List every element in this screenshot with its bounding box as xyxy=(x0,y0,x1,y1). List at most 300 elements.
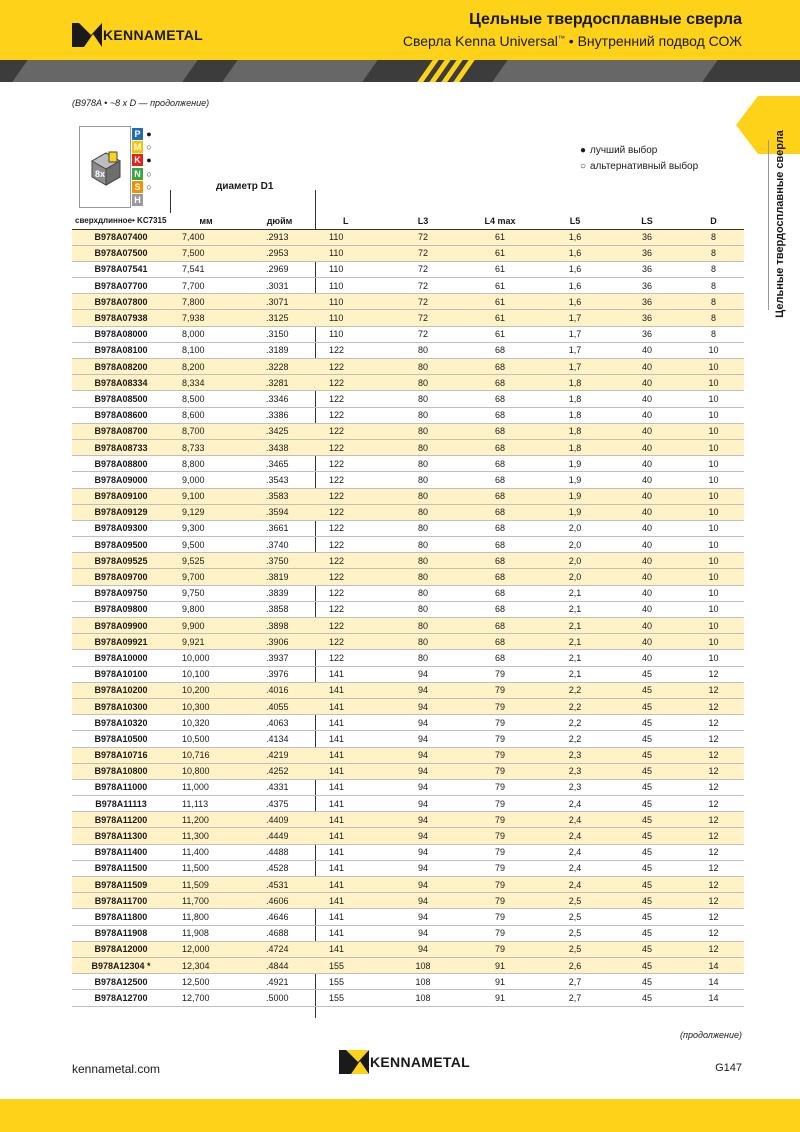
table-cell: 10 xyxy=(683,439,744,455)
table-cell: 11,509 xyxy=(170,877,242,893)
table-cell: 94 xyxy=(385,925,461,941)
table-cell: 94 xyxy=(385,747,461,763)
catalog-number: B978A11500 xyxy=(72,860,170,876)
table-cell: .3839 xyxy=(242,585,317,601)
table-cell: 45 xyxy=(611,860,683,876)
table-cell: 94 xyxy=(385,796,461,812)
table-cell: 45 xyxy=(611,796,683,812)
table-cell: 9,525 xyxy=(170,553,242,569)
icon-label: 8x xyxy=(95,169,106,179)
table-cell: 72 xyxy=(385,278,461,294)
catalog-number: B978A12304 * xyxy=(72,957,170,973)
table-cell: 122 xyxy=(317,537,385,553)
catalog-number: B978A12500 xyxy=(72,974,170,990)
table-cell: .4409 xyxy=(242,812,317,828)
table-cell: 1,6 xyxy=(539,261,611,277)
table-cell: 2,4 xyxy=(539,877,611,893)
table-cell: 9,100 xyxy=(170,488,242,504)
table-cell: 72 xyxy=(385,294,461,310)
table-cell: 79 xyxy=(461,747,539,763)
table-cell: 80 xyxy=(385,342,461,358)
table-cell: .3228 xyxy=(242,359,317,375)
col-header-ls: LS xyxy=(611,213,683,229)
table-cell: .3740 xyxy=(242,537,317,553)
table-cell: 40 xyxy=(611,601,683,617)
table-cell: 141 xyxy=(317,698,385,714)
table-cell: 1,9 xyxy=(539,504,611,520)
material-letter: K xyxy=(132,154,143,166)
table-cell: 11,908 xyxy=(170,925,242,941)
kennametal-k-icon xyxy=(339,1050,369,1074)
table-cell: 80 xyxy=(385,439,461,455)
header-stripe xyxy=(0,60,800,82)
table-cell: 12 xyxy=(683,812,744,828)
table-cell: 94 xyxy=(385,877,461,893)
table-cell: 8 xyxy=(683,326,744,342)
table-cell: 8 xyxy=(683,310,744,326)
table-cell: 72 xyxy=(385,229,461,245)
table-cell: 10 xyxy=(683,569,744,585)
table-cell: 40 xyxy=(611,391,683,407)
table-cell: 8,100 xyxy=(170,342,242,358)
table-cell: 45 xyxy=(611,666,683,682)
table-cell: 2,1 xyxy=(539,585,611,601)
table-cell: 2,5 xyxy=(539,941,611,957)
table-cell: 122 xyxy=(317,472,385,488)
table-cell: 2,0 xyxy=(539,553,611,569)
table-row xyxy=(72,990,744,1006)
table-cell: 68 xyxy=(461,601,539,617)
table-cell: 10,500 xyxy=(170,731,242,747)
table-cell: 1,6 xyxy=(539,229,611,245)
table-row xyxy=(72,245,744,261)
table-cell: 10 xyxy=(683,488,744,504)
table-cell: 45 xyxy=(611,828,683,844)
table-cell: 61 xyxy=(461,245,539,261)
table-cell: .3125 xyxy=(242,310,317,326)
table-cell: 68 xyxy=(461,456,539,472)
table-cell: 7,541 xyxy=(170,261,242,277)
table-cell: 1,9 xyxy=(539,488,611,504)
table-row xyxy=(72,537,744,553)
table-cell: 141 xyxy=(317,763,385,779)
table-cell: 94 xyxy=(385,893,461,909)
table-row xyxy=(72,439,744,455)
table-row xyxy=(72,650,744,666)
table-cell: .4606 xyxy=(242,893,317,909)
table-cell: 12 xyxy=(683,731,744,747)
table-cell: .3281 xyxy=(242,375,317,391)
table-cell: .2913 xyxy=(242,229,317,245)
table-cell: 9,129 xyxy=(170,504,242,520)
table-cell: 79 xyxy=(461,877,539,893)
material-rating: ○ xyxy=(146,181,152,192)
col-header-inch: дюйм xyxy=(242,213,317,229)
table-cell: 40 xyxy=(611,407,683,423)
table-cell: 80 xyxy=(385,391,461,407)
table-cell: 12 xyxy=(683,941,744,957)
table-cell: 10 xyxy=(683,423,744,439)
catalog-number: B978A11400 xyxy=(72,844,170,860)
table-cell: .4449 xyxy=(242,828,317,844)
col-header-d: D xyxy=(683,213,744,229)
table-cell: 122 xyxy=(317,359,385,375)
table-row xyxy=(72,472,744,488)
table-cell: 141 xyxy=(317,860,385,876)
table-cell: 68 xyxy=(461,342,539,358)
table-cell: 68 xyxy=(461,439,539,455)
catalog-number: B978A11000 xyxy=(72,779,170,795)
catalog-number: B978A10320 xyxy=(72,715,170,731)
table-cell: 45 xyxy=(611,957,683,973)
table-cell: 2,7 xyxy=(539,974,611,990)
catalog-number: B978A08700 xyxy=(72,423,170,439)
catalog-number: B978A07938 xyxy=(72,310,170,326)
table-row xyxy=(72,779,744,795)
table-cell: 80 xyxy=(385,569,461,585)
table-cell: 45 xyxy=(611,715,683,731)
table-cell: 45 xyxy=(611,844,683,860)
table-cell: 2,0 xyxy=(539,537,611,553)
table-cell: 94 xyxy=(385,779,461,795)
catalog-number: B978A09300 xyxy=(72,520,170,536)
table-cell: 36 xyxy=(611,229,683,245)
table-row xyxy=(72,812,744,828)
table-cell: 68 xyxy=(461,553,539,569)
table-cell: 11,200 xyxy=(170,812,242,828)
table-cell: 80 xyxy=(385,650,461,666)
table-cell: 8 xyxy=(683,278,744,294)
table-row xyxy=(72,229,744,245)
col-header-catalog: сверхдлинное• KC7315 xyxy=(72,213,170,229)
material-letter: S xyxy=(132,181,143,193)
page-title: Цельные твердосплавные сверла xyxy=(469,11,742,28)
chevron-left-icon xyxy=(736,96,758,154)
catalog-number: B978A09500 xyxy=(72,537,170,553)
table-cell: 79 xyxy=(461,828,539,844)
table-cell: .3438 xyxy=(242,439,317,455)
trademark: ™ xyxy=(557,35,565,43)
table-cell: 122 xyxy=(317,375,385,391)
table-header-row xyxy=(72,213,744,229)
table-cell: 12 xyxy=(683,828,744,844)
table-cell: 2,5 xyxy=(539,909,611,925)
catalog-number: B978A12000 xyxy=(72,941,170,957)
catalog-number: B978A11908 xyxy=(72,925,170,941)
table-cell: 40 xyxy=(611,504,683,520)
catalog-number: B978A10716 xyxy=(72,747,170,763)
catalog-number: B978A07400 xyxy=(72,229,170,245)
table-row xyxy=(72,844,744,860)
table-cell: .4055 xyxy=(242,698,317,714)
table-cell: 91 xyxy=(461,957,539,973)
table-cell: 2,3 xyxy=(539,763,611,779)
catalog-number: B978A07700 xyxy=(72,278,170,294)
table-cell: .3661 xyxy=(242,520,317,536)
table-cell: 11,113 xyxy=(170,796,242,812)
table-cell: 79 xyxy=(461,698,539,714)
table-row xyxy=(72,261,744,277)
table-cell: 68 xyxy=(461,423,539,439)
table-cell: 10 xyxy=(683,618,744,634)
table-cell: 9,900 xyxy=(170,618,242,634)
table-cell: 10,200 xyxy=(170,682,242,698)
table-cell: 12 xyxy=(683,779,744,795)
table-cell: 40 xyxy=(611,342,683,358)
table-cell: 45 xyxy=(611,731,683,747)
table-cell: 10 xyxy=(683,601,744,617)
table-cell: 94 xyxy=(385,812,461,828)
footer-bar xyxy=(0,1099,800,1132)
catalog-number: B978A09525 xyxy=(72,553,170,569)
table-cell: .4134 xyxy=(242,731,317,747)
table-cell: 9,300 xyxy=(170,520,242,536)
table-cell: .3031 xyxy=(242,278,317,294)
table-row xyxy=(72,715,744,731)
table-cell: .3819 xyxy=(242,569,317,585)
table-cell: 94 xyxy=(385,731,461,747)
table-cell: .4016 xyxy=(242,682,317,698)
continuation-note: (B978A • ~8 x D — продолжение) xyxy=(72,98,210,108)
catalog-number: B978A09900 xyxy=(72,618,170,634)
table-cell: 61 xyxy=(461,310,539,326)
table-cell: 79 xyxy=(461,796,539,812)
table-cell: 94 xyxy=(385,666,461,682)
table-cell: 40 xyxy=(611,488,683,504)
table-cell: 122 xyxy=(317,634,385,650)
legend-alt xyxy=(580,159,698,175)
material-rating: ○ xyxy=(146,141,152,152)
material-letter: P xyxy=(132,128,143,140)
table-cell: 12 xyxy=(683,925,744,941)
table-row xyxy=(72,682,744,698)
table-cell: .3906 xyxy=(242,634,317,650)
table-row xyxy=(72,569,744,585)
table-cell: 2,2 xyxy=(539,731,611,747)
table-cell: 2,1 xyxy=(539,618,611,634)
table-cell: 2,2 xyxy=(539,715,611,731)
table-cell: 10 xyxy=(683,472,744,488)
table-cell: 110 xyxy=(317,245,385,261)
table-cell: 68 xyxy=(461,537,539,553)
table-cell: 122 xyxy=(317,650,385,666)
table-cell: 122 xyxy=(317,569,385,585)
catalog-number: B978A09000 xyxy=(72,472,170,488)
table-cell: 2,5 xyxy=(539,925,611,941)
table-cell: 72 xyxy=(385,310,461,326)
catalog-number: B978A10800 xyxy=(72,763,170,779)
table-cell: 68 xyxy=(461,391,539,407)
side-divider xyxy=(768,140,769,310)
table-cell: 68 xyxy=(461,634,539,650)
legend-best-text: лучший выбор xyxy=(590,145,658,156)
table-row xyxy=(72,618,744,634)
table-cell: 79 xyxy=(461,763,539,779)
table-cell: 40 xyxy=(611,650,683,666)
kennametal-k-icon xyxy=(72,23,102,47)
table-cell: 10 xyxy=(683,650,744,666)
table-body xyxy=(72,229,744,1006)
drill-spec-table xyxy=(72,213,744,1007)
table-cell: 2,2 xyxy=(539,698,611,714)
table-cell: 14 xyxy=(683,957,744,973)
table-cell: .3750 xyxy=(242,553,317,569)
table-row xyxy=(72,278,744,294)
table-cell: 8,200 xyxy=(170,359,242,375)
table-cell: 2,3 xyxy=(539,747,611,763)
table-row xyxy=(72,375,744,391)
page-number: G147 xyxy=(715,1062,742,1074)
table-cell: 45 xyxy=(611,779,683,795)
table-cell: 80 xyxy=(385,553,461,569)
material-rating: ● xyxy=(146,128,152,139)
table-row xyxy=(72,828,744,844)
table-cell: 79 xyxy=(461,941,539,957)
table-cell: 91 xyxy=(461,974,539,990)
table-row xyxy=(72,310,744,326)
material-groups xyxy=(132,127,155,207)
table-cell: 2,0 xyxy=(539,569,611,585)
table-cell: 12 xyxy=(683,682,744,698)
table-cell: 10 xyxy=(683,375,744,391)
table-cell: .4252 xyxy=(242,763,317,779)
table-cell: 11,000 xyxy=(170,779,242,795)
table-cell: 2,1 xyxy=(539,650,611,666)
table-cell: 79 xyxy=(461,666,539,682)
catalog-number: B978A10200 xyxy=(72,682,170,698)
catalog-number: B978A09129 xyxy=(72,504,170,520)
table-cell: 14 xyxy=(683,974,744,990)
table-cell: .4688 xyxy=(242,925,317,941)
table-cell: 68 xyxy=(461,488,539,504)
catalog-number: B978A08600 xyxy=(72,407,170,423)
table-cell: 40 xyxy=(611,520,683,536)
table-cell: 40 xyxy=(611,456,683,472)
footer-url[interactable]: kennametal.com xyxy=(72,1062,161,1076)
table-cell: 110 xyxy=(317,278,385,294)
table-cell: .3858 xyxy=(242,601,317,617)
subtitle-pre: Сверла Kenna Universal xyxy=(402,33,558,49)
table-cell: .3898 xyxy=(242,618,317,634)
table-cell: 8,600 xyxy=(170,407,242,423)
table-cell: 8 xyxy=(683,261,744,277)
material-letter: M xyxy=(133,141,142,152)
table-cell: 45 xyxy=(611,941,683,957)
table-cell: 155 xyxy=(317,957,385,973)
table-cell: 10,300 xyxy=(170,698,242,714)
table-cell: 94 xyxy=(385,860,461,876)
table-cell: 141 xyxy=(317,731,385,747)
table-cell: .4331 xyxy=(242,779,317,795)
table-cell: .4488 xyxy=(242,844,317,860)
table-cell: 80 xyxy=(385,618,461,634)
table-cell: 80 xyxy=(385,520,461,536)
table-cell: 8 xyxy=(683,229,744,245)
table-cell: 12,500 xyxy=(170,974,242,990)
catalog-divider xyxy=(170,190,171,213)
table-cell: 122 xyxy=(317,553,385,569)
subtitle-post: • Внутренний подвод СОЖ xyxy=(564,33,742,49)
catalog-number: B978A08334 xyxy=(72,375,170,391)
col-header-l5: L5 xyxy=(539,213,611,229)
table-cell: 12,000 xyxy=(170,941,242,957)
table-cell: 61 xyxy=(461,229,539,245)
table-row xyxy=(72,294,744,310)
table-cell: 2,4 xyxy=(539,860,611,876)
table-cell: .4531 xyxy=(242,877,317,893)
section-vertical-label: Цельные твердосплавные сверла xyxy=(774,130,786,318)
table-cell: 110 xyxy=(317,261,385,277)
catalog-number: B978A07500 xyxy=(72,245,170,261)
table-row xyxy=(72,423,744,439)
table-cell: 79 xyxy=(461,925,539,941)
table-cell: 122 xyxy=(317,504,385,520)
table-cell: 11,400 xyxy=(170,844,242,860)
table-cell: 9,000 xyxy=(170,472,242,488)
table-cell: 2,7 xyxy=(539,990,611,1006)
kennametal-logo xyxy=(72,23,203,47)
table-cell: .3189 xyxy=(242,342,317,358)
table-cell: 61 xyxy=(461,294,539,310)
open-circle-icon: ○ xyxy=(580,161,587,172)
material-row xyxy=(132,154,155,167)
table-cell: 155 xyxy=(317,990,385,1006)
table-cell: 68 xyxy=(461,375,539,391)
table-cell: 10 xyxy=(683,407,744,423)
table-cell: .3346 xyxy=(242,391,317,407)
table-cell: 79 xyxy=(461,682,539,698)
table-cell: .4528 xyxy=(242,860,317,876)
table-cell: 2,3 xyxy=(539,779,611,795)
table-cell: 110 xyxy=(317,294,385,310)
col-header-l3: L3 xyxy=(385,213,461,229)
table-cell: 45 xyxy=(611,698,683,714)
table-cell: 79 xyxy=(461,779,539,795)
catalog-number: B978A09921 xyxy=(72,634,170,650)
table-cell: 108 xyxy=(385,990,461,1006)
table-cell: 12 xyxy=(683,747,744,763)
table-cell: 45 xyxy=(611,893,683,909)
table-cell: 36 xyxy=(611,278,683,294)
table-cell: 141 xyxy=(317,828,385,844)
page-subtitle xyxy=(403,33,742,49)
table-cell: 45 xyxy=(611,909,683,925)
catalog-number: B978A11300 xyxy=(72,828,170,844)
table-cell: 108 xyxy=(385,957,461,973)
table-cell: 79 xyxy=(461,715,539,731)
catalog-number: B978A11200 xyxy=(72,812,170,828)
table-cell: .2953 xyxy=(242,245,317,261)
table-cell: 12 xyxy=(683,893,744,909)
table-cell: 68 xyxy=(461,650,539,666)
table-cell: 8,700 xyxy=(170,423,242,439)
table-cell: 122 xyxy=(317,520,385,536)
table-row xyxy=(72,359,744,375)
table-cell: 7,938 xyxy=(170,310,242,326)
table-cell: 110 xyxy=(317,310,385,326)
table-cell: .3594 xyxy=(242,504,317,520)
table-cell: .4375 xyxy=(242,796,317,812)
table-cell: 9,921 xyxy=(170,634,242,650)
table-row xyxy=(72,763,744,779)
table-row xyxy=(72,893,744,909)
table-cell: .4646 xyxy=(242,909,317,925)
table-row xyxy=(72,504,744,520)
table-cell: 68 xyxy=(461,618,539,634)
table-cell: 68 xyxy=(461,472,539,488)
table-cell: 80 xyxy=(385,504,461,520)
table-cell: 10 xyxy=(683,456,744,472)
